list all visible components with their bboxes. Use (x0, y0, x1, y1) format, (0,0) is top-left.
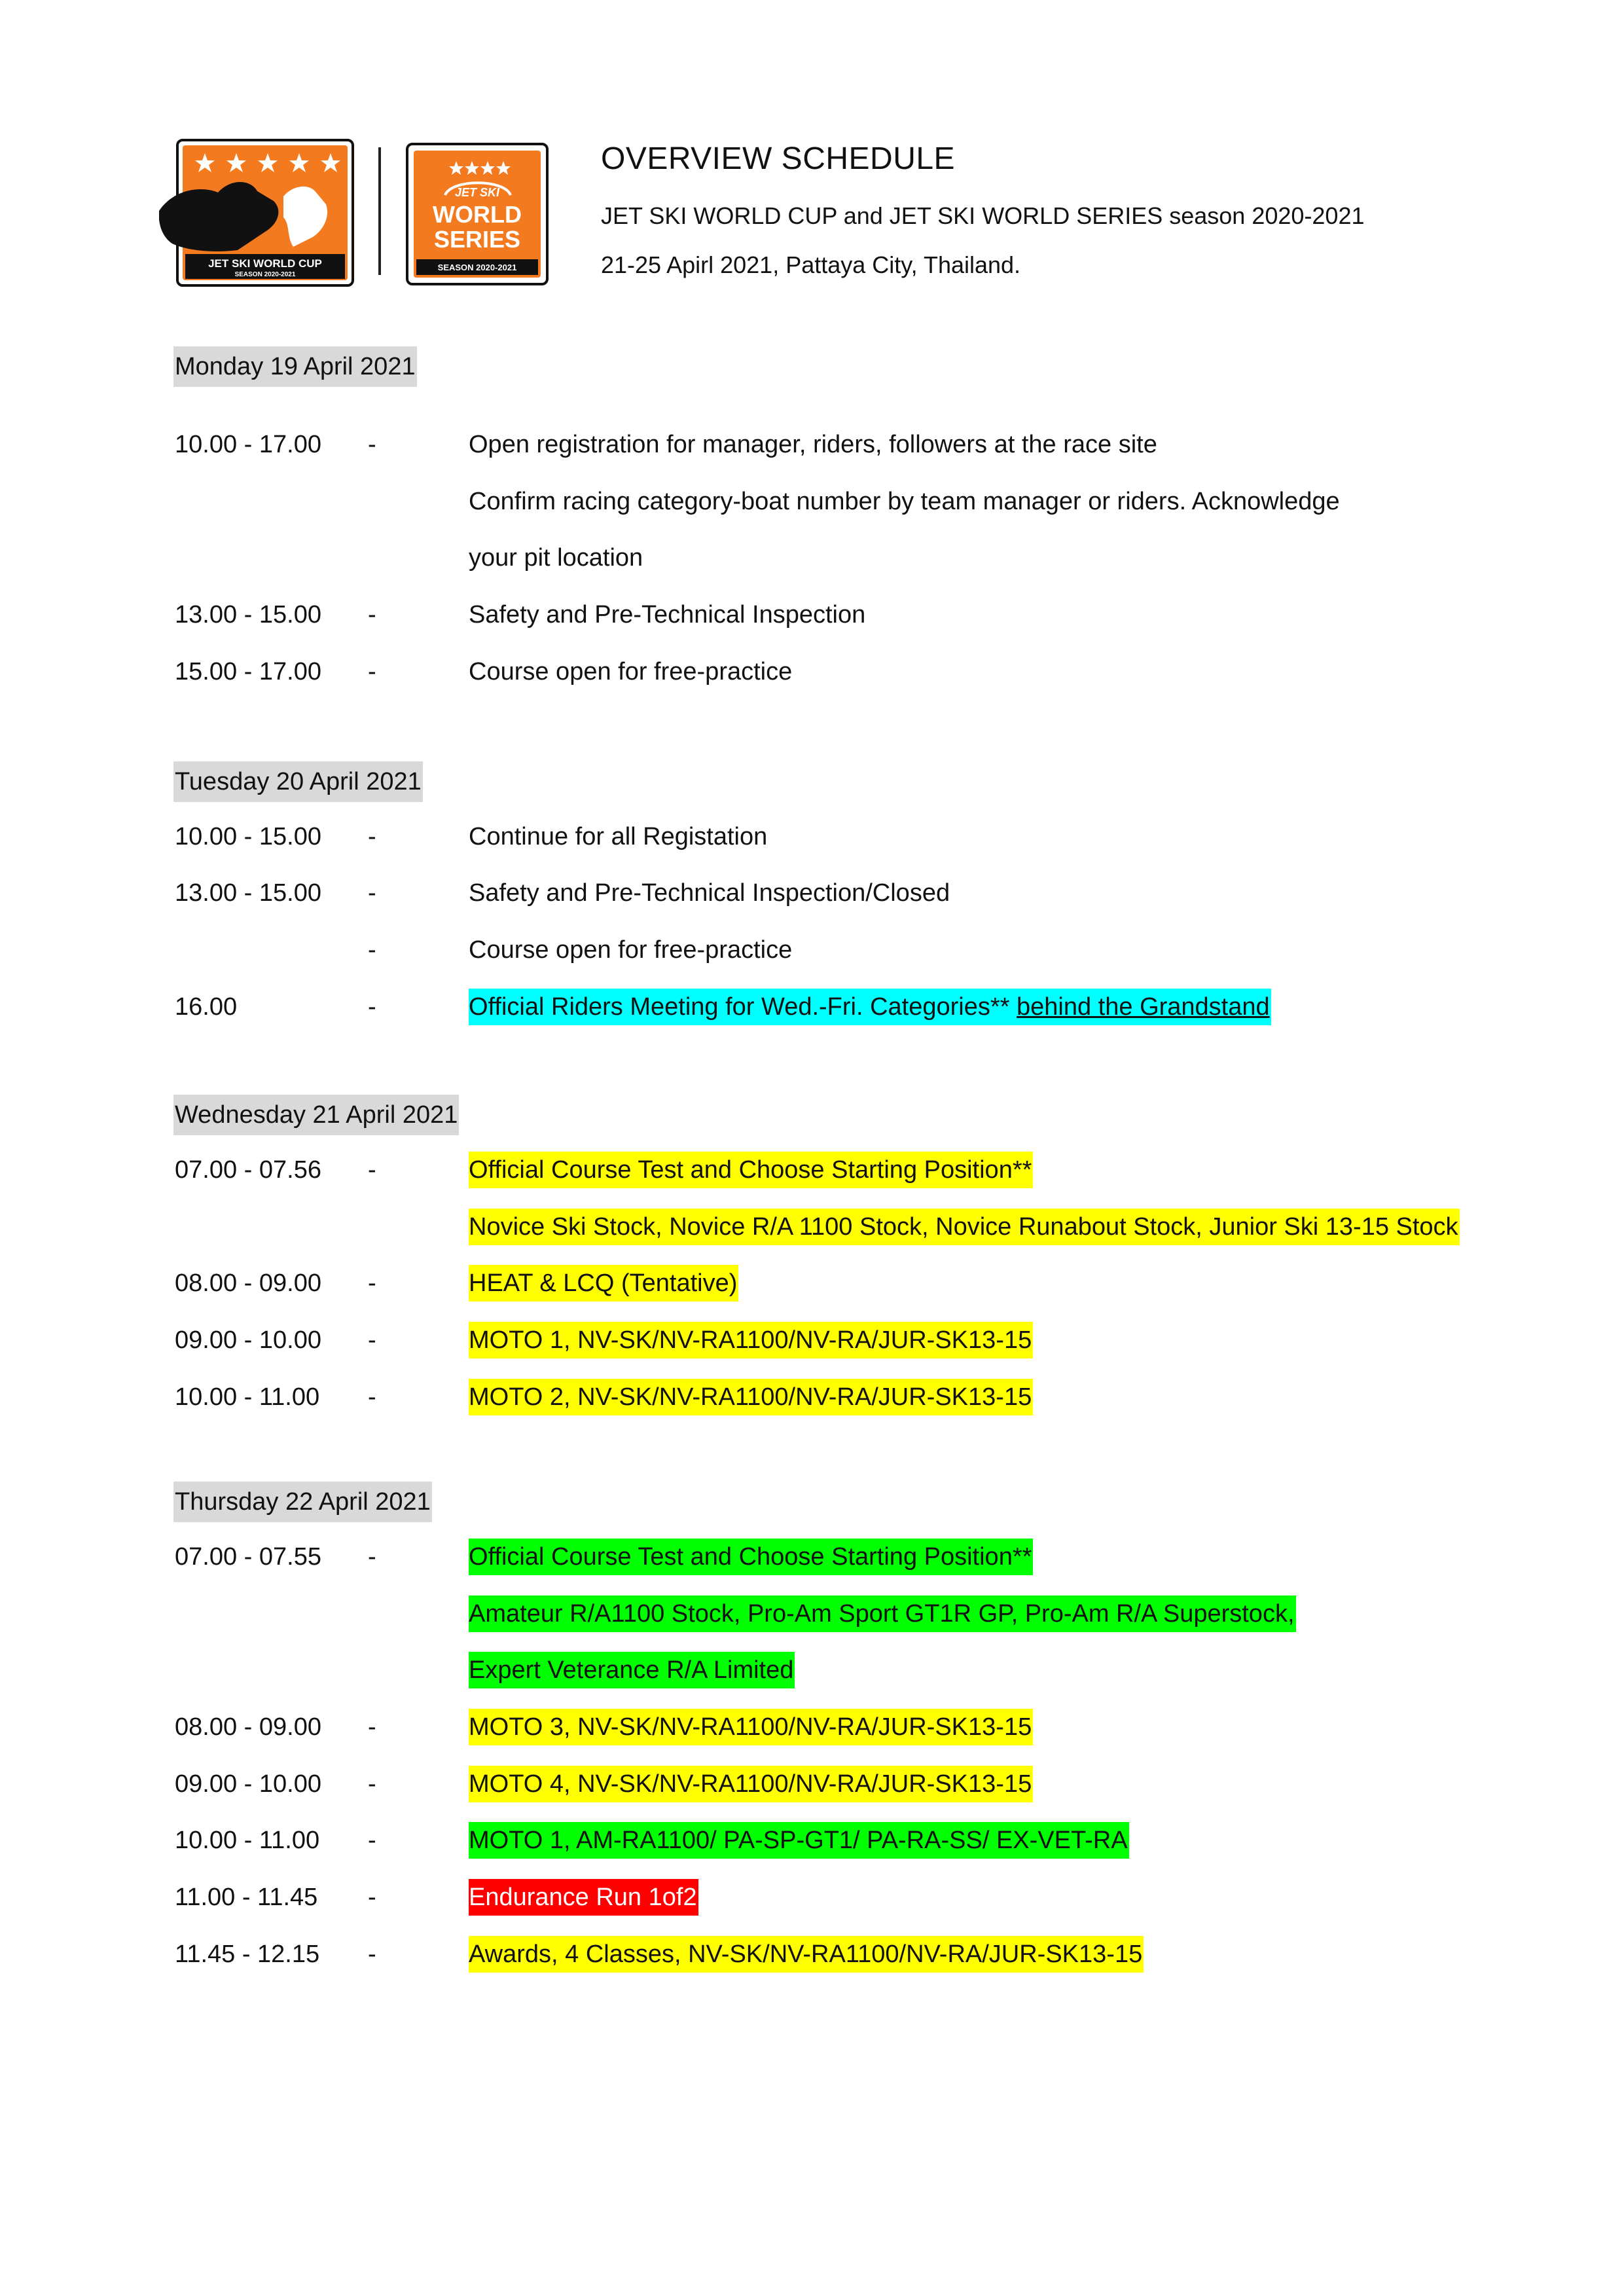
row-time: 10.00 - 15.00 (175, 823, 321, 850)
row-dash: - (368, 993, 376, 1021)
row-time: 13.00 - 15.00 (175, 601, 321, 629)
logo-world-series-season: SEASON 2020-2021 (437, 263, 517, 272)
schedule-row (0, 1374, 1624, 1421)
row-dash: - (368, 1941, 376, 1968)
schedule-row (0, 591, 1624, 638)
row-time: 10.00 - 17.00 (175, 431, 321, 458)
row-description: Official Course Test and Choose Starting Position** (469, 1152, 1033, 1188)
schedule-row (0, 1931, 1624, 1978)
row-time: 10.00 - 11.00 (175, 1827, 320, 1854)
row-description: Novice Ski Stock, Novice R/A 1100 Stock, Novice Runabout Stock, Junior Ski 13-15 Stock (469, 1209, 1460, 1245)
row-description: Course open for free-practice (469, 936, 793, 964)
row-description: MOTO 4, NV-SK/NV-RA1100/NV-RA/JUR-SK13-15 (469, 1766, 1033, 1802)
day-header-tuesday: Tuesday 20 April 2021 (173, 761, 423, 802)
logo-world-series-main: WORLD (433, 201, 522, 228)
riders-meeting-text: Official Riders Meeting for Wed.-Fri. Categories** (469, 993, 1017, 1021)
schedule-row (0, 534, 1624, 581)
row-dash: - (368, 1383, 376, 1411)
schedule-row (0, 1817, 1624, 1864)
row-dash: - (368, 1156, 376, 1184)
row-time: 08.00 - 09.00 (175, 1269, 321, 1297)
schedule-row (0, 421, 1624, 468)
schedule-row (0, 1760, 1624, 1808)
jet-ski-world-series-logo (406, 143, 549, 285)
row-dash: - (368, 1269, 376, 1297)
logo-divider (378, 147, 381, 275)
schedule-row (0, 1203, 1624, 1250)
row-description: MOTO 3, NV-SK/NV-RA1100/NV-RA/JUR-SK13-15 (469, 1709, 1033, 1745)
row-description: your pit location (469, 544, 643, 572)
schedule-row (0, 926, 1624, 974)
row-time: 13.00 - 15.00 (175, 879, 321, 907)
schedule-row (0, 813, 1624, 860)
row-dash: - (368, 1326, 376, 1354)
row-description: Amateur R/A1100 Stock, Pro-Am Sport GT1R GP, Pro-Am R/A Superstock, (469, 1595, 1296, 1632)
row-dash: - (368, 1770, 376, 1798)
row-description: Expert Veterance R/A Limited (469, 1652, 795, 1688)
row-time: 15.00 - 17.00 (175, 658, 321, 685)
schedule-row (0, 1647, 1624, 1694)
row-time: 11.45 - 12.15 (175, 1941, 320, 1968)
row-description: MOTO 1, AM-RA1100/ PA-SP-GT1/ PA-RA-SS/ EX-VET-RA (469, 1822, 1129, 1859)
row-time: 11.00 - 11.45 (175, 1884, 318, 1911)
logo-world-cup-season: SEASON 2020-2021 (234, 271, 296, 278)
row-dash: - (368, 936, 376, 964)
schedule-row (0, 983, 1624, 1030)
schedule-row (0, 869, 1624, 917)
row-description: Safety and Pre-Technical Inspection (469, 601, 866, 629)
row-time: 10.00 - 11.00 (175, 1383, 320, 1411)
row-time: 16.00 (175, 993, 238, 1021)
row-time: 09.00 - 10.00 (175, 1326, 321, 1354)
row-dash: - (368, 823, 376, 850)
schedule-row (0, 478, 1624, 525)
row-dash: - (368, 1713, 376, 1741)
event-subtitle: JET SKI WORLD CUP and JET SKI WORLD SERIES season 2020-2021 (601, 202, 1365, 229)
row-dash: - (368, 658, 376, 685)
row-time: 09.00 - 10.00 (175, 1770, 321, 1798)
row-dash: - (368, 1827, 376, 1854)
schedule-row (0, 1704, 1624, 1751)
schedule-row (0, 1317, 1624, 1364)
schedule-row (0, 1874, 1624, 1921)
schedule-row (0, 1590, 1624, 1637)
row-time: 07.00 - 07.55 (175, 1543, 321, 1571)
row-description-highlight (469, 989, 1271, 1025)
row-description: Official Course Test and Choose Starting Position** (469, 1539, 1033, 1575)
row-description: MOTO 2, NV-SK/NV-RA1100/NV-RA/JUR-SK13-15 (469, 1379, 1033, 1415)
row-description: Confirm racing category-boat number by team manager or riders. Acknowledge (469, 488, 1340, 515)
row-dash: - (368, 431, 376, 458)
row-description: Endurance Run 1of2 (469, 1879, 698, 1916)
row-description: MOTO 1, NV-SK/NV-RA1100/NV-RA/JUR-SK13-15 (469, 1322, 1033, 1358)
logo-world-series-top: JET SKI (454, 186, 500, 199)
schedule-row (0, 1260, 1624, 1307)
row-description: Open registration for manager, riders, followers at the race site (469, 431, 1157, 458)
row-description: Awards, 4 Classes, NV-SK/NV-RA1100/NV-RA/JUR-SK13-15 (469, 1936, 1144, 1973)
grandstand-link[interactable]: behind the Grandstand (1017, 993, 1270, 1021)
row-description: Course open for free-practice (469, 658, 793, 685)
schedule-row (0, 1533, 1624, 1580)
day-header-thursday: Thursday 22 April 2021 (173, 1482, 432, 1522)
svg-text:SERIES: SERIES (433, 226, 521, 253)
event-dates-location: 21-25 Apirl 2021, Pattaya City, Thailand. (601, 251, 1021, 278)
row-time: 07.00 - 07.56 (175, 1156, 321, 1184)
jet-ski-world-cup-logo (159, 139, 355, 288)
row-description: HEAT & LCQ (Tentative) (469, 1265, 738, 1302)
row-dash: - (368, 879, 376, 907)
row-dash: - (368, 601, 376, 629)
row-dash: - (368, 1884, 376, 1911)
schedule-row (0, 648, 1624, 695)
row-time: 08.00 - 09.00 (175, 1713, 321, 1741)
schedule-row (0, 1146, 1624, 1194)
page-header (0, 0, 1624, 308)
day-header-monday: Monday 19 April 2021 (173, 346, 417, 387)
logo-world-cup-text: JET SKI WORLD CUP (208, 257, 322, 270)
row-description: Safety and Pre-Technical Inspection/Closed (469, 879, 950, 907)
page-title: OVERVIEW SCHEDULE (601, 141, 956, 176)
day-header-wednesday: Wednesday 21 April 2021 (173, 1095, 459, 1135)
row-dash: - (368, 1543, 376, 1571)
row-description: Continue for all Registation (469, 823, 768, 850)
